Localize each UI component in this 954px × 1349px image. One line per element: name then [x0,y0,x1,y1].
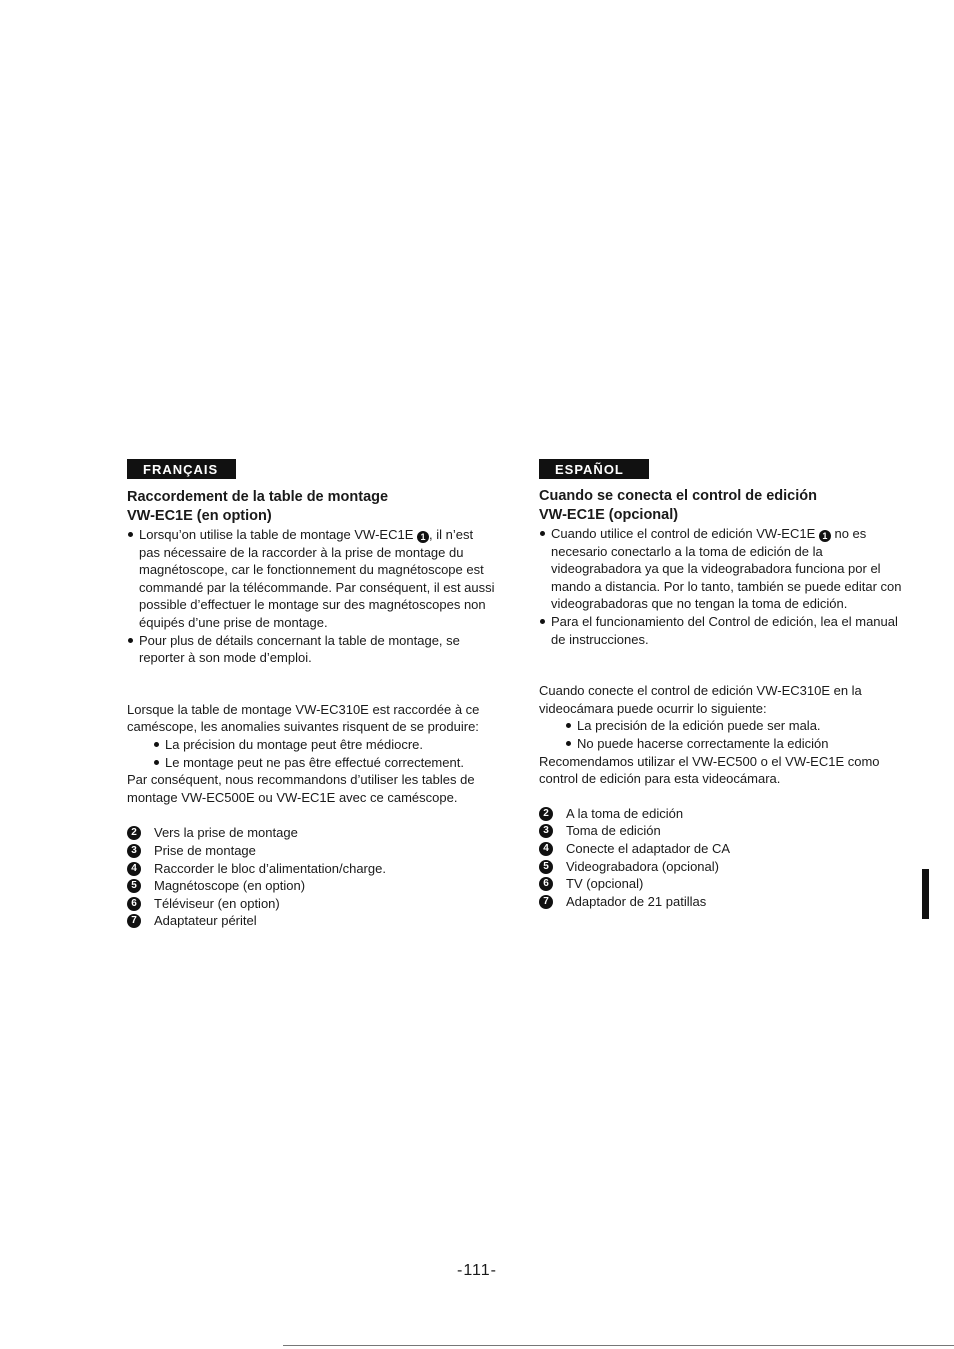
french-column [127,459,497,946]
page-number: -111- [457,1262,497,1279]
legend-item [539,875,909,893]
callout-number-icon: 2 [127,826,141,840]
callout-number-icon: 1 [819,530,831,542]
bullet-item: Para el funcionamiento del Control de edición, lea el manual de instrucciones. [539,613,909,648]
heading-line-1: Cuando se conecta el control de edición [539,488,817,504]
legend-text: TV (opcional) [566,876,644,892]
legend-item [539,840,909,858]
callout-number-icon: 6 [539,877,553,891]
intro-paragraph: Cuando conecte el control de edición VW-EC310E en la videocámara puede ocurrir lo siguiente: [539,683,862,716]
legend-item [127,895,497,913]
legend-text: A la toma de edición [566,805,684,821]
legend-text: Prise de montage [154,842,256,858]
callout-number-icon: 4 [539,842,553,856]
bullet-item [539,525,909,613]
legend-text: Adaptateur péritel [154,913,257,929]
legend-text: Vers la prise de montage [154,825,298,841]
bullet-item: Pour plus de détails concernant la table de montage, se reporter à son mode d’emploi. [127,632,497,667]
section-heading [539,487,909,525]
language-label-espanol: ESPAÑOL [539,459,649,479]
recommendation-paragraph: Par conséquent, nous recommandons d’utiliser les tables de montage VW-EC500E ou VW-EC1E avec ce caméscope. [127,772,475,805]
bullet-text: Cuando utilice el control de edición VW-EC1E [551,526,819,541]
heading-line-1: Raccordement de la table de montage [127,489,389,505]
bullet-text: Lorsqu’on utilise la table de montage VW-EC1E [139,527,417,542]
callout-number-icon: 7 [539,895,553,909]
callout-number-icon: 3 [127,844,141,858]
legend-item [539,822,909,840]
issue-item: No puede hacerse correctamente la edición [565,735,909,753]
legend-text: Téléviseur (en option) [154,895,280,911]
legend-text: Conecte el adaptador de CA [566,840,731,856]
spanish-column [539,459,909,926]
issue-item: La precisión de la edición puede ser mala. [565,717,909,735]
legend-list [539,805,909,911]
issue-item: La précision du montage peut être médiocre. [153,736,497,754]
legend-text: Toma de edición [566,823,661,839]
callout-number-icon: 5 [539,860,553,874]
legend-text: Adaptador de 21 patillas [566,893,707,909]
legend-item [539,858,909,876]
legend-item [539,893,909,911]
bullet-list [127,526,497,667]
bullet-text: no es necesario conectarlo a la toma de edición de la videograbadora ya que la videograbadora funciona por el mando a distancia. Por lo tanto, también se puede editar con videograbadoras que no tengan la toma de edición. [551,526,902,612]
callout-number-icon: 7 [127,914,141,928]
legend-text: Magnétoscope (en option) [154,878,306,894]
callout-number-icon: 4 [127,862,141,876]
issue-list [127,736,497,771]
legend-text: Videograbadora (opcional) [566,858,719,874]
callout-number-icon: 5 [127,879,141,893]
legend-item [539,805,909,823]
recommendation-paragraph: Recomendamos utilizar el VW-EC500 o el VW-EC1E como control de edición para esta videocámara. [539,753,880,787]
page-edge-marker [922,869,929,919]
issue-item: Le montage peut ne pas être effectué correctement. [153,754,497,772]
language-label-francais: FRANÇAIS [127,459,236,479]
bullet-item [127,526,497,632]
section-heading [127,488,497,526]
heading-line-2: VW-EC1E (en option) [127,508,272,524]
callout-number-icon: 6 [127,897,141,911]
bullet-text: , il n’est pas nécessaire de la raccorder à la prise de montage du magnétoscope, car le fonctionnement du magnétoscope est commandé par la télécommande. Par conséquent, il est aussi possible d’effectuer le montage sur des magnétoscopes non équipés d’une prise de montage. [139,527,495,630]
bullet-list [539,525,909,648]
callout-number-icon: 3 [539,824,553,838]
bottom-rule [283,1345,954,1346]
intro-paragraph: Lorsque la table de montage VW-EC310E est raccordée à ce caméscope, les anomalies suivantes risquent de se produire: [127,701,480,735]
legend-item [127,860,497,878]
legend-item [127,842,497,860]
callout-number-icon: 2 [539,807,553,821]
callout-number-icon: 1 [417,531,429,543]
issue-list [539,717,909,752]
legend-text: Raccorder le bloc d’alimentation/charge. [154,860,386,876]
legend-item [127,824,497,842]
legend-item [127,912,497,930]
legend-list [127,824,497,930]
heading-line-2: VW-EC1E (opcional) [539,507,679,523]
legend-item [127,877,497,895]
